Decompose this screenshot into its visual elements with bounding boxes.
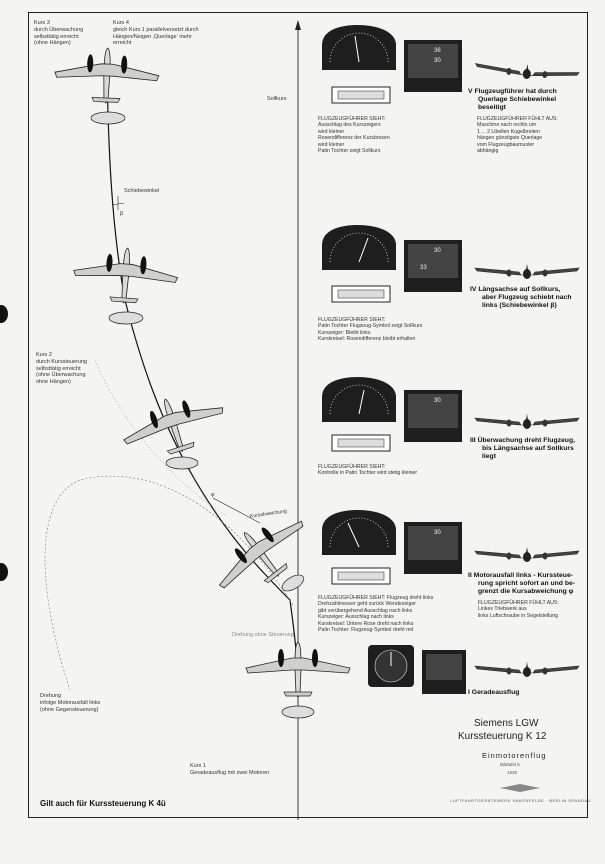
heading-line: Motorausfall links - Kurssteue- bbox=[473, 572, 574, 579]
kurs2-line: (ohne Überwachung bbox=[36, 372, 86, 379]
kurs2-note bbox=[36, 352, 87, 386]
heading-line: links (Schiebewinkel β) bbox=[482, 302, 557, 309]
schiebewinkel-label: Schiebewinkel bbox=[124, 188, 160, 194]
kurs3-line: selbsttätig erreicht bbox=[34, 33, 79, 40]
pilot-head: FLUGZEUGFÜHRER SIEHT: bbox=[318, 317, 386, 323]
pilot-line: Rosendifferenz der Kursbrosen bbox=[318, 135, 390, 142]
section-numeral: I bbox=[468, 689, 470, 696]
drehung-line: Drehung bbox=[40, 693, 62, 699]
scale-top-v: 36 bbox=[434, 48, 441, 54]
instrument-group-v bbox=[322, 25, 462, 103]
feel-line: abhängig bbox=[477, 148, 499, 155]
pilot-head: FLUGZEUGFÜHRER SIEHT: bbox=[318, 464, 386, 470]
heading-line: Geradeausflug bbox=[471, 689, 520, 696]
kurs3-line: Kurs 3 bbox=[34, 20, 50, 26]
feel-line: vom Flugzeugbaumuster bbox=[477, 141, 535, 148]
heading-line: aber Flugzeug schiebt nach bbox=[482, 294, 572, 301]
section-iii-pilot-sees bbox=[318, 464, 417, 477]
section-numeral: III bbox=[470, 437, 476, 444]
drehung-line: infolge Motorausfall links bbox=[40, 699, 101, 706]
section-ii-pilot-sees bbox=[318, 595, 433, 633]
section-iv-heading bbox=[470, 286, 572, 310]
kurs4-note bbox=[113, 20, 199, 47]
pilot-line: Kurskreisel: Rosendifferenz bleibt erhalten bbox=[318, 336, 416, 343]
kurs3-line: (ohne Hängen) bbox=[34, 40, 71, 47]
pilot-line: Patin Tochter: Flugzeug-Symbol dreht mit bbox=[318, 627, 414, 634]
instrument-group-iii bbox=[322, 377, 462, 451]
section-v-heading bbox=[468, 88, 557, 112]
heading-line: Querlage Schiebewinkel bbox=[478, 96, 557, 103]
instrument-group-iv bbox=[322, 225, 462, 302]
scale-bottom-iv: 33 bbox=[420, 265, 427, 271]
title-year: 1935 bbox=[507, 770, 518, 775]
section-ii-heading bbox=[468, 572, 575, 596]
drehung-note bbox=[40, 693, 100, 713]
scale-top-ii: 30 bbox=[434, 530, 441, 536]
dashed-path-label: Drehung ohne Steuerung bbox=[232, 632, 294, 638]
kursabweichung-label: Kursabweichung bbox=[249, 508, 288, 520]
heading-line: grenzt die Kursabweichung φ bbox=[478, 588, 574, 595]
pilot-line: wird kleiner bbox=[318, 141, 345, 148]
kurs1-note bbox=[190, 763, 269, 777]
pilot-line: Kurszeiger: Bleibt links bbox=[318, 329, 371, 336]
feel-line: Linkes Triebwerk aus bbox=[478, 606, 527, 613]
section-iii-heading bbox=[470, 437, 575, 461]
section-i-heading bbox=[468, 689, 519, 697]
pilot-line: Patin Tochter zeigt Sollkurs bbox=[318, 148, 381, 155]
pilot-line: gibt vorübergehend Ausschlag nach links bbox=[318, 607, 413, 614]
kurs2-line: Kurs 2 bbox=[36, 352, 52, 358]
section-numeral: II bbox=[468, 572, 472, 579]
kurs1-label: Kurs 1 bbox=[190, 763, 206, 769]
sollkurs-label: Sollkurs bbox=[267, 96, 287, 102]
scale-mid-v: 30 bbox=[434, 58, 441, 64]
section-v-pilot-sees bbox=[318, 116, 390, 154]
kurs4-line: Kurs 4 bbox=[113, 20, 129, 26]
heading-line: bis Längsachse auf Sollkurs bbox=[482, 445, 574, 452]
kurs4-line: erreicht bbox=[113, 40, 132, 47]
title-manufacturer: Siemens LGW bbox=[474, 718, 539, 729]
feel-head: FLUGZEUGFÜHRER FÜHLT AUS: bbox=[477, 116, 558, 122]
heading-line: liegt bbox=[482, 453, 496, 460]
pilot-line: Kontrolle in Patin Tochter wird stetig kleiner bbox=[318, 470, 418, 477]
feel-line: hängen günstigste Querlage bbox=[477, 135, 543, 142]
kurs2-line: ohne Hängen) bbox=[36, 379, 71, 386]
pilot-line: Kurszeiger: Ausschlag nach links bbox=[318, 614, 394, 621]
feel-line: 1 ... 2 Libellen Kugelbreiten bbox=[477, 128, 540, 135]
kurs4-line: Hängen/Neigen ‚Querlage‘ mehr bbox=[113, 33, 192, 40]
publisher-line: LUFTFAHRTGERÄTEWERK HAKENFELDE · BERLIN SPANDAU bbox=[450, 798, 591, 803]
instrument-group-i bbox=[368, 645, 466, 694]
pilot-line: Patin Tochter Flugzeug-Symbol zeigt Sollkurs bbox=[318, 323, 423, 330]
section-iv-pilot-sees bbox=[318, 317, 422, 343]
phi-label: φ bbox=[211, 492, 215, 498]
scale-top-iii: 30 bbox=[434, 398, 441, 404]
kurs4-line: gleich Kurs 1 parallelversetzt durch bbox=[113, 26, 199, 33]
heading-line: Überwachung dreht Flugzeug, bbox=[477, 437, 575, 444]
title-subject: Einmotorenflug bbox=[482, 751, 547, 760]
section-numeral: IV bbox=[470, 286, 477, 293]
feel-line: Maschine nach rechts um bbox=[477, 122, 537, 129]
heading-line: rung spricht sofort an und be- bbox=[478, 580, 576, 587]
instrument-group-ii bbox=[322, 510, 462, 584]
pilot-line: Ausschlag des Kurszeigers bbox=[318, 122, 381, 129]
kurs1-text: Geradeausflug mit zwei Motoren bbox=[190, 769, 270, 776]
kurs3-line: durch Überwachung bbox=[34, 26, 84, 33]
kurs2-line: durch Kurssteuerung bbox=[36, 358, 88, 365]
pilot-head: FLUGZEUGFÜHRER SIEHT: bbox=[318, 116, 386, 122]
pilot-line: Kurskreisel: Untere Rose dreht nach links bbox=[318, 620, 414, 627]
drehung-line: (ohne Gegensteuerung) bbox=[40, 706, 99, 713]
section-v-pilot-feels bbox=[477, 116, 558, 154]
heading-line: Flugzeugführer hat durch bbox=[474, 88, 557, 95]
pilot-head: FLUGZEUGFÜHRER SIEHT: Flugzeug dreht links bbox=[318, 595, 434, 601]
pilot-line: wird kleiner bbox=[318, 128, 345, 135]
section-numeral: V bbox=[468, 88, 473, 95]
section-ii-pilot-feels bbox=[478, 600, 559, 619]
title-device: Kurssteuerung K 12 bbox=[458, 731, 547, 742]
feel-head: FLUGZEUGFÜHRER FÜHLT AUS: bbox=[478, 600, 559, 606]
heading-line: beseitigt bbox=[478, 104, 506, 111]
title-plate: Bildtafel 5 bbox=[500, 762, 520, 767]
footer-note: Gilt auch für Kurssteuerung K 4ü bbox=[40, 799, 166, 808]
heading-line: Längsachse auf Sollkurs, bbox=[478, 286, 561, 293]
feel-line: links Luftschraube in Segelstellung bbox=[478, 612, 558, 619]
kurs3-note bbox=[34, 20, 83, 47]
kurs2-line: selbsttätig erreicht bbox=[36, 365, 81, 372]
scale-top-iv: 30 bbox=[434, 248, 441, 254]
beta-label: β bbox=[120, 211, 124, 217]
pilot-line: Drehzahlmesser geht zurück Wendezeiger bbox=[318, 601, 416, 608]
